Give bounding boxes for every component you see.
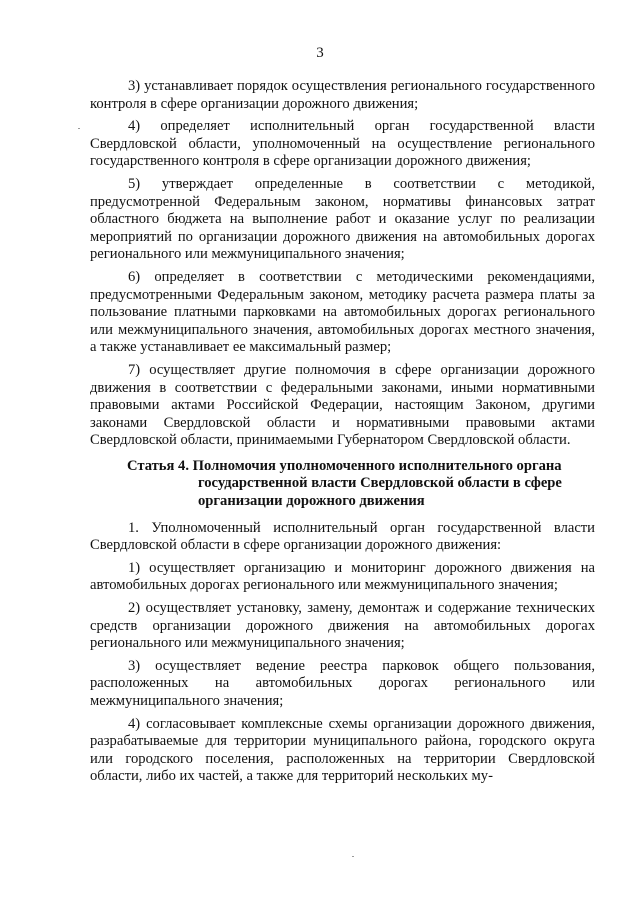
- paragraph-article-4-item-3: 3) осуществляет ведение реестра парковок общего пользования, расположенных на автомобильных дорогах регионального или межмуниципального значения;: [90, 657, 595, 709]
- paragraph-clause-6: 6) определяет в соответствии с методическими рекомендациями, предусмотренными Федеральным законом, методику расчета размера платы за пользование платными парковками на автомобильных дорогах регионального или межмуниципального значения, автомобильных дорогах местного значения, а также устанавливает ее максимальный размер;: [90, 268, 595, 356]
- paragraph-clause-5: 5) утверждает определенные в соответствии с методикой, предусмотренной Федеральным законом, нормативы финансовых затрат областного бюджета на выполнение работ и оказание услуг по реализации мероприятий по организации дорожного движения на автомобильных дорогах регионального или межмуниципального значения;: [90, 175, 595, 263]
- paragraph-clause-3: 3) устанавливает порядок осуществления регионального государственного контроля в сфере организации дорожного движения;: [90, 78, 595, 112]
- scan-artifact-dot: [352, 856, 354, 857]
- page-number: 3: [316, 45, 324, 61]
- document-body: [90, 78, 595, 791]
- paragraph-clause-7: 7) осуществляет другие полномочия в сфере организации дорожного движения в соответствии с федеральными законами, иными нормативными правовыми актами Российской Федерации, настоящим Законом, другими законами Свердловской области и нормативными правовыми актами Свердловской области, принимаемыми Губернатором Свердловской области.: [90, 361, 595, 449]
- article-4-heading: Статья 4. Полномочия уполномоченного исполнительного органа государственной власти Свердловской области в сфере организации дорожного движения: [127, 457, 562, 510]
- paragraph-clause-4: 4) определяет исполнительный орган государственной власти Свердловской области, уполномоченный на осуществление регионального государственного контроля в сфере организации дорожного движения;: [90, 118, 595, 170]
- paragraph-article-4-item-4: 4) согласовывает комплексные схемы организации дорожного движения, разрабатываемые для территории муниципального района, городского округа или городского поселения, расположенных на территории Свердловской области, либо их частей, а также для территорий нескольких му-: [90, 715, 595, 785]
- paragraph-article-4-item-2: 2) осуществляет установку, замену, демонтаж и содержание технических средств организации дорожного движения на автомобильных дорогах регионального или межмуниципального значения;: [90, 600, 595, 652]
- paragraph-article-4-part-1: 1. Уполномоченный исполнительный орган государственной власти Свердловской области в сфере организации дорожного движения:: [90, 519, 595, 554]
- scan-artifact-dot: [78, 128, 80, 129]
- paragraph-article-4-item-1: 1) осуществляет организацию и мониторинг дорожного движения на автомобильных дорогах регионального или межмуниципального значения;: [90, 559, 595, 594]
